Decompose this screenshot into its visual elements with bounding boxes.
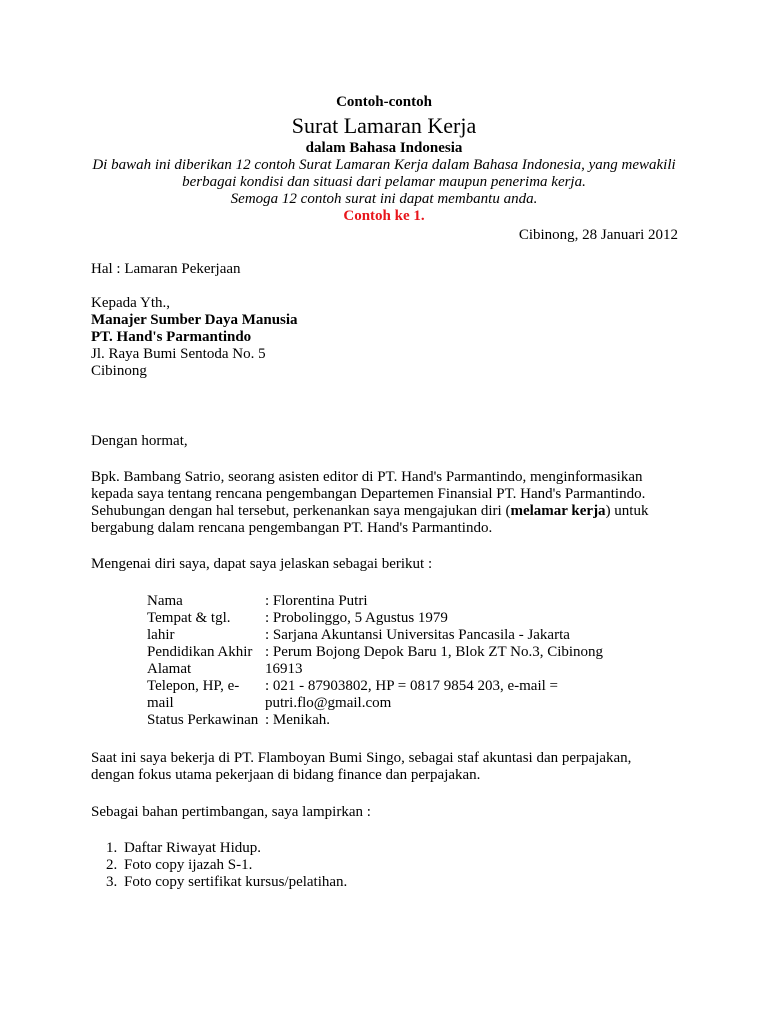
list-item-number: 2. (106, 857, 118, 873)
list-item: Foto copy sertifikat kursus/pelatihan. (124, 874, 348, 890)
paragraph-1-line-3-pre: Sehubungan dengan hal tersebut, perkenankan saya mengajukan diri ( (91, 503, 511, 519)
table-value: 16913 (265, 661, 303, 677)
paragraph-2: Mengenai diri saya, dapat saya jelaskan sebagai berikut : (91, 556, 433, 572)
table-label: Pendidikan Akhir (147, 644, 253, 660)
table-value: : Florentina Putri (265, 593, 368, 609)
page-title: Surat Lamaran Kerja (291, 113, 477, 138)
apply-emphasis: melamar kerja (510, 503, 606, 519)
table-value: : Menikah. (265, 712, 330, 728)
list-item-number: 3. (106, 874, 118, 890)
paragraph-1-line-1: Bpk. Bambang Satrio, seorang asisten editor di PT. Hand's Parmantindo, menginformasikan (91, 469, 643, 485)
subtitle: dalam Bahasa Indonesia (305, 140, 463, 156)
list-item-number: 1. (106, 840, 118, 856)
table-value: : Probolinggo, 5 Agustus 1979 (265, 610, 448, 626)
greeting: Dengan hormat, (91, 433, 188, 449)
address-line-1: Jl. Raya Bumi Sentoda No. 5 (91, 346, 266, 362)
paragraph-3-line-2: dengan fokus utama pekerjaan di bidang finance dan perpajakan. (91, 767, 481, 783)
pre-title: Contoh-contoh (336, 94, 432, 110)
table-label: lahir (147, 627, 175, 643)
paragraph-4: Sebagai bahan pertimbangan, saya lampirkan : (91, 804, 371, 820)
paragraph-1-line-4: bergabung dalam rencana pengembangan PT. Hand's Parmantindo. (91, 520, 493, 536)
to-label: Kepada Yth., (91, 295, 170, 311)
intro-line-1: Di bawah ini diberikan 12 contoh Surat Lamaran Kerja dalam Bahasa Indonesia, yang mewakili (92, 157, 676, 173)
recipient-company: PT. Hand's Parmantindo (91, 329, 252, 345)
table-value: : Perum Bojong Depok Baru 1, Blok ZT No.3, Cibinong (265, 644, 604, 660)
table-label: Alamat (147, 661, 192, 677)
table-value: putri.flo@gmail.com (265, 695, 392, 711)
paragraph-1-line-3-post: ) untuk (605, 503, 649, 519)
table-label: Nama (147, 593, 183, 609)
example-label: Contoh ke 1. (343, 208, 425, 224)
list-item: Daftar Riwayat Hidup. (124, 840, 262, 856)
paragraph-3-line-1: Saat ini saya bekerja di PT. Flamboyan Bumi Singo, sebagai staf akuntasi dan perpajakan, (91, 750, 632, 766)
letter-subject: Hal : Lamaran Pekerjaan (91, 261, 241, 277)
paragraph-1-line-2: kepada saya tentang rencana pengembangan Departemen Finansial PT. Hand's Parmantindo. (91, 486, 646, 502)
recipient-title: Manajer Sumber Daya Manusia (91, 312, 298, 328)
table-label: Status Perkawinan (147, 712, 259, 728)
paragraph-1-line-3 (91, 503, 648, 520)
address-line-2: Cibinong (91, 363, 147, 379)
table-label: Tempat & tgl. (147, 610, 231, 626)
table-value: : Sarjana Akuntansi Universitas Pancasila - Jakarta (265, 627, 570, 643)
table-label: mail (147, 695, 174, 711)
letter-date: Cibinong, 28 Januari 2012 (518, 227, 678, 243)
list-item: Foto copy ijazah S-1. (124, 857, 253, 873)
intro-line-2: berbagai kondisi dan situasi dari pelamar maupun penerima kerja. (182, 174, 586, 190)
table-value: : 021 - 87903802, HP = 0817 9854 203, e-mail = (265, 678, 559, 694)
intro-line-3: Semoga 12 contoh surat ini dapat membantu anda. (230, 191, 538, 207)
table-label: Telepon, HP, e- (147, 678, 240, 694)
